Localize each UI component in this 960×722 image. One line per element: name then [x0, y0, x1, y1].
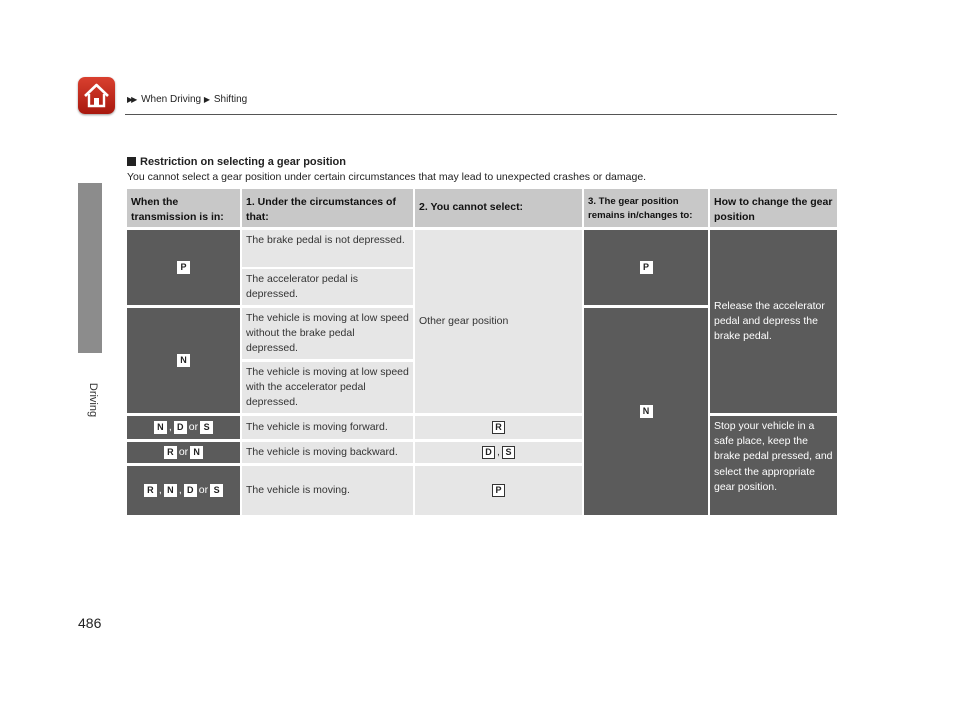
header-transmission: When the transmission is in:	[127, 189, 240, 227]
separator: ,	[158, 483, 162, 496]
gear-key-d: D	[174, 421, 187, 434]
separator: ,	[497, 445, 500, 458]
cell-remains-n	[584, 308, 708, 515]
gear-key-p: P	[640, 261, 653, 274]
cell-in-p	[127, 230, 240, 305]
cell-accel-depressed: The accelerator pedal is depressed.	[242, 269, 413, 305]
cell-other-gear: Other gear position	[415, 230, 582, 413]
cell-stop-vehicle: Stop your vehicle in a safe place, keep the brake pedal pressed, and select the appropriate gear position.	[710, 416, 837, 515]
gear-key-s: S	[502, 446, 515, 459]
square-bullet-icon	[127, 157, 136, 166]
gear-key-n: N	[640, 405, 653, 418]
header-remains: 3. The gear position remains in/changes to:	[584, 189, 708, 227]
gear-key-r: R	[164, 446, 177, 459]
separator: ,	[178, 483, 182, 496]
gear-key-s: S	[210, 484, 223, 497]
separator: ,	[168, 420, 172, 433]
chapter-label: Driving	[87, 382, 99, 418]
breadcrumb	[127, 94, 247, 105]
header-cannot-select: 2. You cannot select:	[415, 189, 582, 227]
header-divider	[125, 114, 837, 115]
cell-in-r-n-d-s	[127, 466, 240, 515]
cell-cannot-p	[415, 466, 582, 515]
breadcrumb-item-shifting[interactable]: Shifting	[213, 94, 248, 105]
cell-cannot-d-s	[415, 442, 582, 463]
cell-release-accel: Release the accelerator pedal and depress the brake pedal.	[710, 230, 837, 413]
cell-moving-low-no-brake: The vehicle is moving at low speed without the brake pedal depressed.	[242, 308, 413, 359]
cell-moving-forward: The vehicle is moving forward.	[242, 416, 413, 439]
section-title	[127, 156, 346, 168]
cell-in-r-n	[127, 442, 240, 463]
gear-key-d: D	[184, 484, 197, 497]
gear-key-r: R	[144, 484, 157, 497]
gear-key-n: N	[164, 484, 177, 497]
gear-key-p: P	[177, 261, 190, 274]
cell-remains-p	[584, 230, 708, 305]
gear-key-s: S	[200, 421, 213, 434]
breadcrumb-arrow-icon: ▶▶	[127, 95, 136, 104]
cell-cannot-r	[415, 416, 582, 439]
section-intro: You cannot select a gear position under certain circumstances that may lead to unexpected crashes or damage.	[127, 171, 647, 183]
header-how-to-change: How to change the gear position	[710, 189, 837, 227]
cell-moving-low-accel: The vehicle is moving at low speed with the accelerator pedal depressed.	[242, 362, 413, 413]
header-circumstances: 1. Under the circumstances of that:	[242, 189, 413, 227]
gear-key-d: D	[482, 446, 495, 459]
cell-moving: The vehicle is moving.	[242, 466, 413, 515]
cell-brake-not-depressed: The brake pedal is not depressed.	[242, 230, 413, 267]
cell-in-n	[127, 308, 240, 413]
cell-moving-backward: The vehicle is moving backward.	[242, 442, 413, 463]
cell-in-n-d-s	[127, 416, 240, 439]
breadcrumb-separator-icon: ▶	[203, 95, 209, 104]
breadcrumb-item-when-driving[interactable]: When Driving	[141, 94, 202, 105]
separator: or	[188, 420, 199, 433]
separator: or	[198, 483, 209, 496]
home-button[interactable]	[78, 77, 115, 114]
page-number: 486	[78, 615, 102, 631]
gear-key-p: P	[492, 484, 505, 497]
gear-key-r: R	[492, 421, 505, 434]
gear-key-n: N	[154, 421, 167, 434]
gear-key-n: N	[190, 446, 203, 459]
chapter-tab[interactable]	[78, 183, 102, 353]
gear-key-n: N	[177, 354, 190, 367]
home-icon	[82, 81, 111, 110]
separator: or	[178, 445, 189, 458]
section-title-text: Restriction on selecting a gear position	[140, 156, 346, 168]
